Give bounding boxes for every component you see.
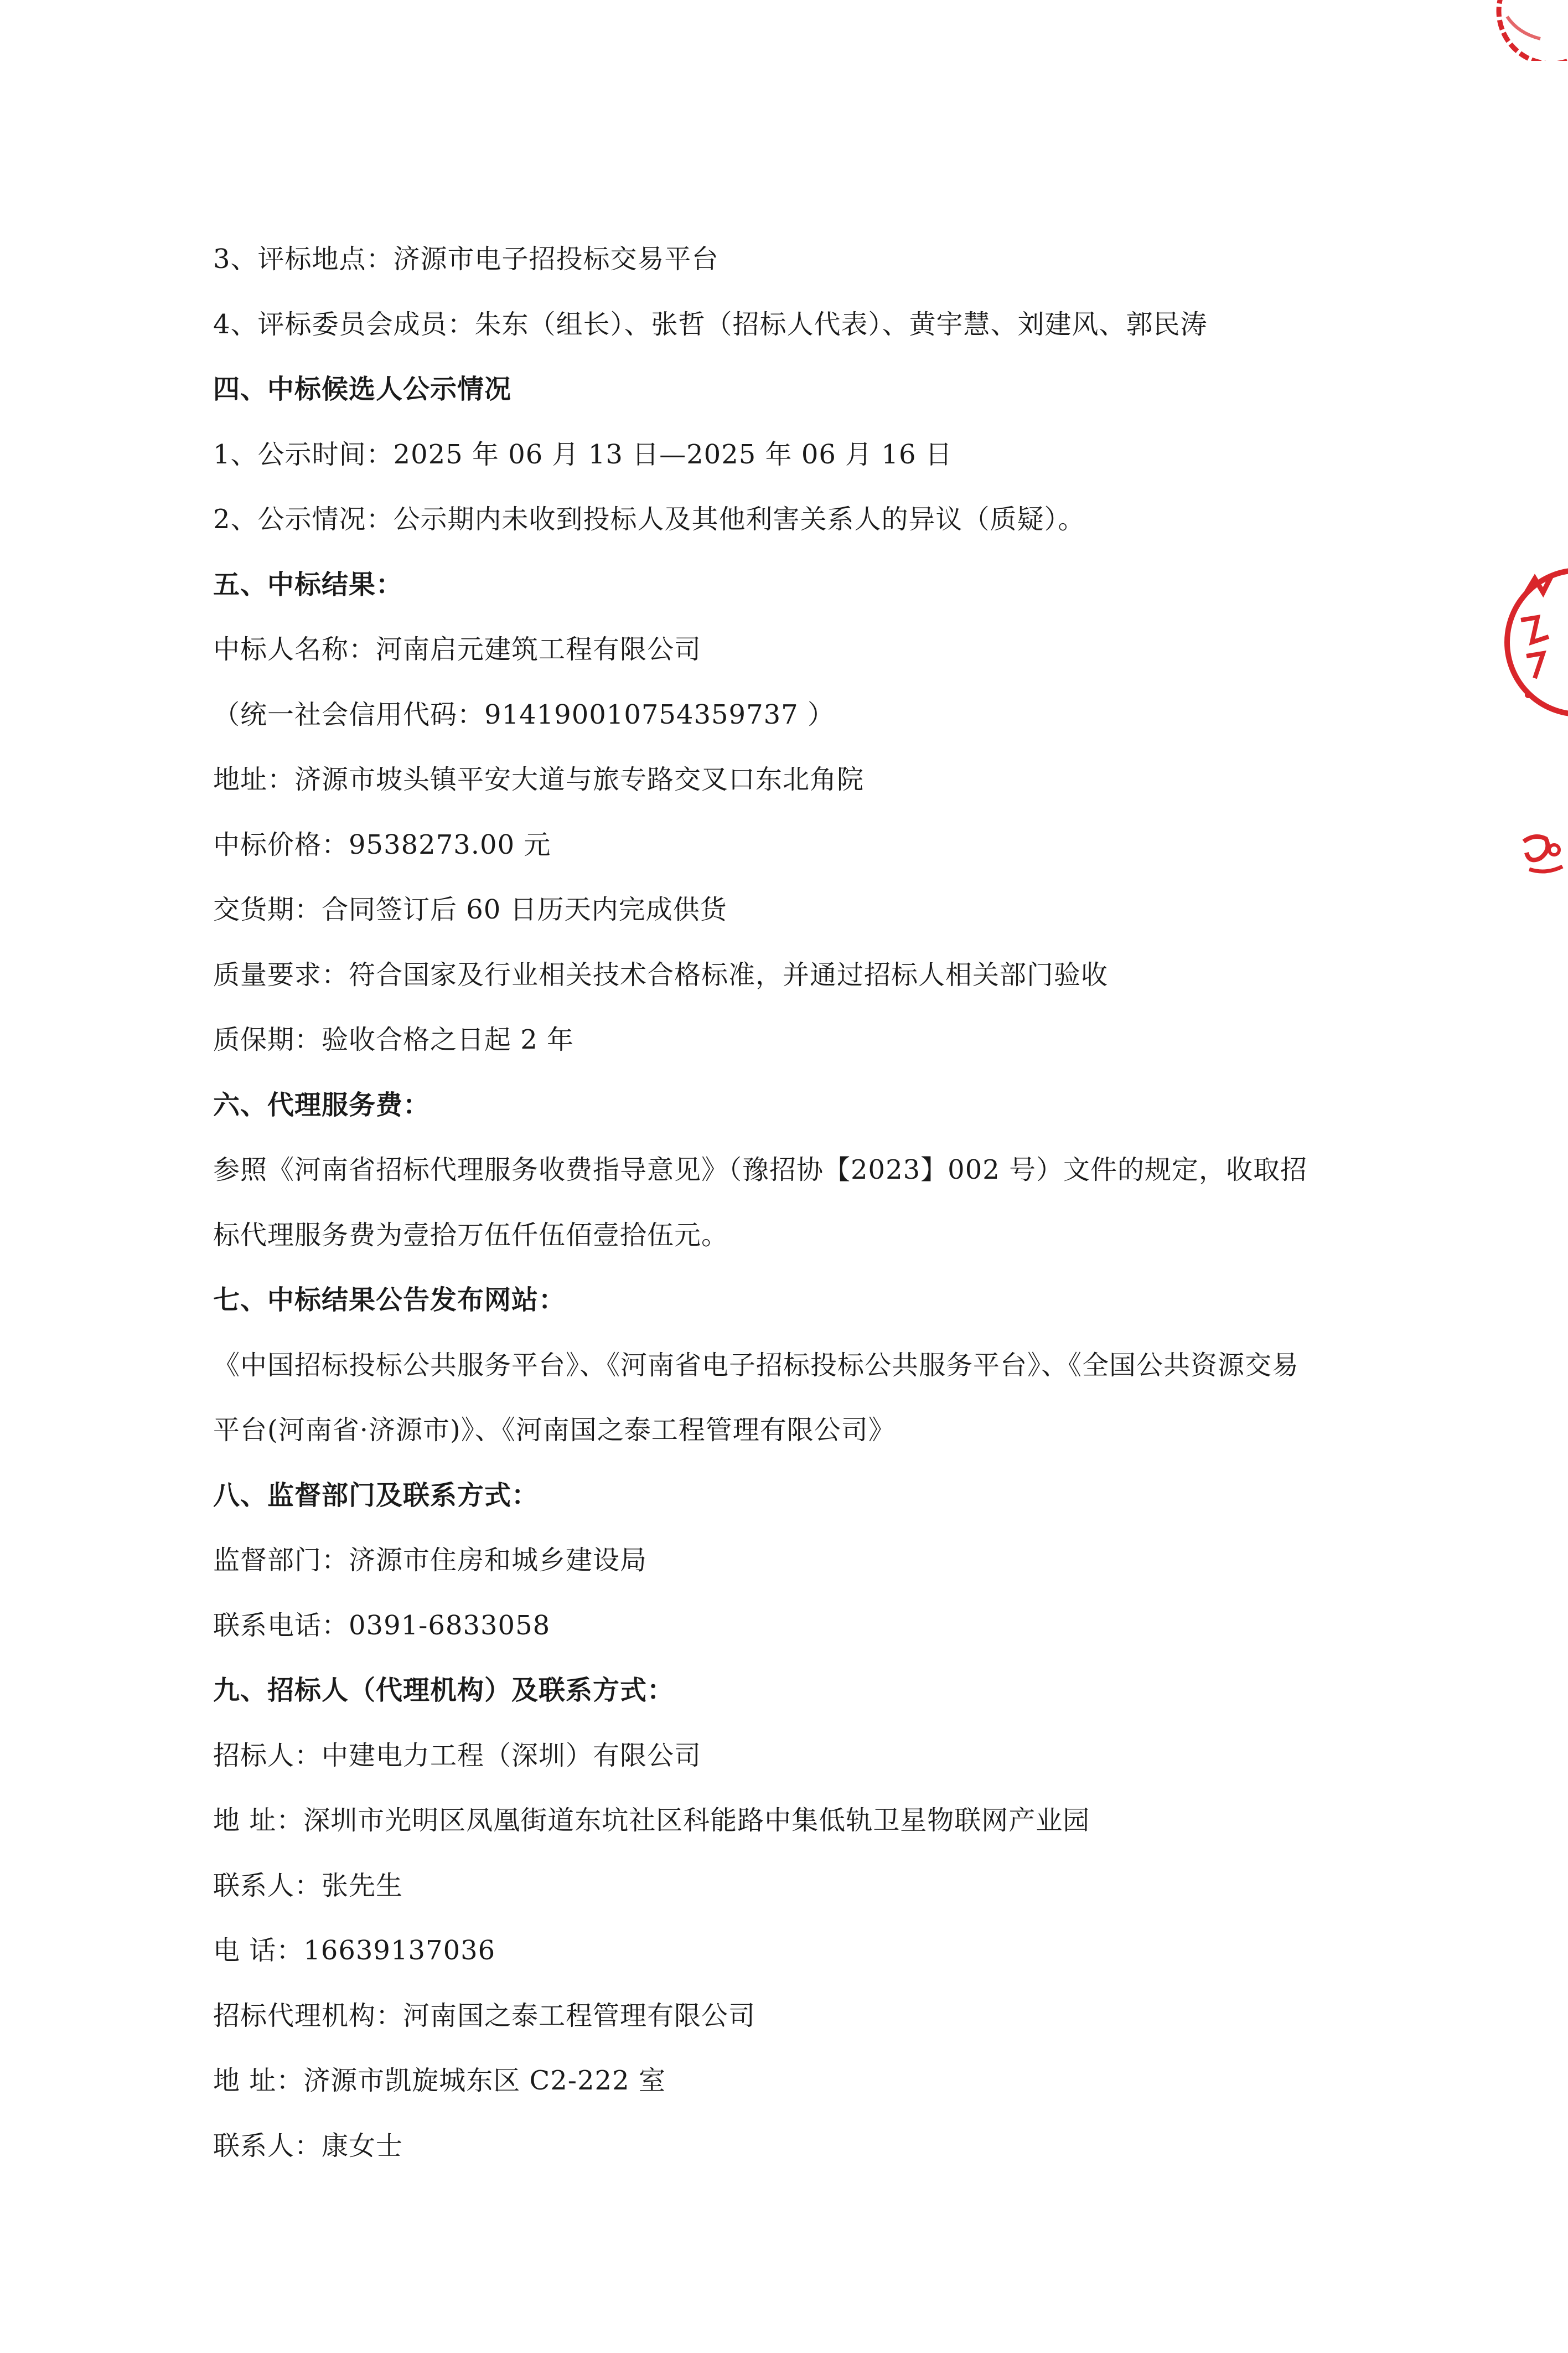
section-heading-publish-websites: 七、中标结果公告发布网站： [213, 1284, 566, 1315]
section-heading-bid-result: 五、中标结果： [213, 569, 403, 600]
agency-fee-text-line-2: 标代理服务费为壹拾万伍仟伍佰壹拾伍元。 [213, 1219, 729, 1251]
tenderer-phone: 电 话：16639137036 [213, 1935, 496, 1966]
quality-requirement: 质量要求：符合国家及行业相关技术合格标准，并通过招标人相关部门验收 [213, 959, 1109, 990]
agency-address: 地 址：济源市凯旋城东区 C2-222 室 [213, 2065, 666, 2096]
tenderer-name: 招标人：中建电力工程（深圳）有限公司 [213, 1740, 702, 1771]
seal-stamp-icon [1474, 559, 1568, 725]
section-heading-supervision: 八、监督部门及联系方式： [213, 1479, 539, 1511]
section-heading-candidate-publicity: 四、中标候选人公示情况 [213, 374, 512, 405]
delivery-period: 交货期：合同签订后 60 日历天内完成供货 [213, 894, 727, 925]
publish-websites-line-2: 平台(河南省·济源市)》、《河南国之泰工程管理有限公司》 [213, 1415, 896, 1446]
document-body [213, 227, 1353, 2179]
tenderer-contact: 联系人：张先生 [213, 1870, 403, 1901]
winner-name: 中标人名称：河南启元建筑工程有限公司 [213, 634, 702, 665]
tenderer-address: 地 址：深圳市光明区凤凰街道东坑社区科能路中集低轨卫星物联网产业园 [213, 1805, 1090, 1836]
evaluation-committee: 4、评标委员会成员：朱东（组长）、张哲（招标人代表）、黄宇慧、刘建风、郭民涛 [213, 308, 1208, 340]
agency-name: 招标代理机构：河南国之泰工程管理有限公司 [213, 2000, 756, 2031]
seal-stamp-icon [1479, 0, 1568, 61]
winning-price: 中标价格：9538273.00 元 [213, 829, 551, 860]
supervision-department: 监督部门：济源市住房和城乡建设局 [213, 1545, 648, 1576]
agency-contact: 联系人：康女士 [213, 2130, 403, 2161]
section-heading-contacts: 九、招标人（代理机构）及联系方式： [213, 1675, 675, 1706]
winner-credit-code: （统一社会信用代码：914190010754359737 ） [213, 699, 835, 730]
section-heading-agency-fee: 六、代理服务费： [213, 1089, 431, 1121]
publicity-time: 1、公示时间：2025 年 06 月 13 日—2025 年 06 月 16 日 [213, 438, 953, 470]
evaluation-location: 3、评标地点：济源市电子招投标交易平台 [213, 244, 719, 275]
publicity-status: 2、公示情况：公示期内未收到投标人及其他利害关系人的异议（质疑）。 [213, 504, 1085, 535]
warranty-period: 质保期：验收合格之日起 2 年 [213, 1024, 575, 1055]
seal-stamp-icon [1513, 819, 1568, 897]
agency-fee-text-line-1: 参照《河南省招标代理服务收费指导意见》（豫招协【2023】002 号）文件的规定，收取招 [213, 1154, 1308, 1185]
supervision-phone: 联系电话：0391-6833058 [213, 1609, 551, 1641]
winner-address: 地址：济源市坡头镇平安大道与旅专路交叉口东北角院 [213, 764, 865, 795]
publish-websites-line-1: 《中国招标投标公共服务平台》、《河南省电子招标投标公共服务平台》、《全国公共资源交易 [213, 1349, 1300, 1381]
